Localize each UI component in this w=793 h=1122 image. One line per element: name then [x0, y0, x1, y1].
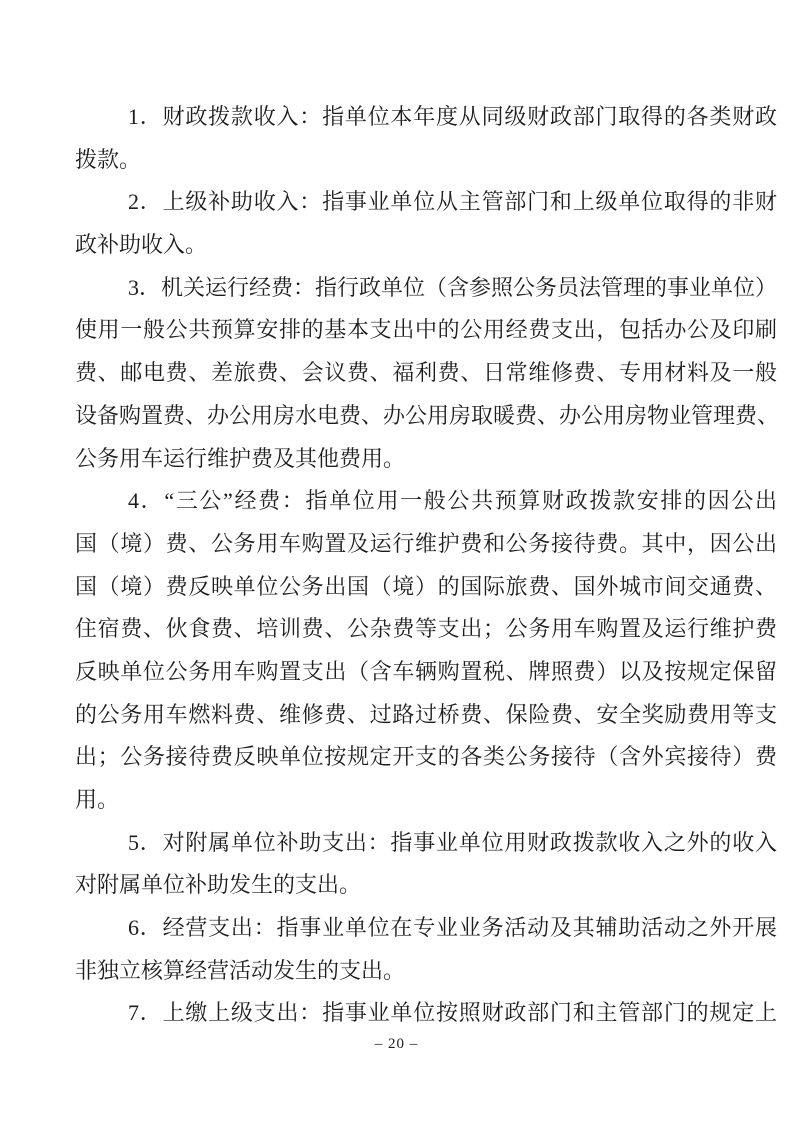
text-line: 6．经营支出：指事业单位在专业业务活动及其辅助活动之外开展: [128, 915, 777, 941]
text-line: 国（境）费反映单位公务出国（境）的国际旅费、国外城市间交通费、: [75, 573, 777, 599]
text-line: 3．机关运行经费：指行政单位（含参照公务员法管理的事业单位）: [128, 274, 778, 300]
text-line: 用。: [75, 787, 120, 812]
text-line: 反映单位公务用车购置支出（含车辆购置税、牌照费）以及按规定保留: [75, 658, 777, 684]
text-line: 7．上缴上级支出：指事业单位按照财政部门和主管部门的规定上: [128, 1000, 777, 1026]
text-line: 1．财政拨款收入：指单位本年度从同级财政部门取得的各类财政: [128, 104, 777, 129]
text-line: 国（境）费、公务用车购置及运行维护费和公务接待费。其中，因公出: [75, 530, 777, 556]
text-line: 的公务用车燃料费、维修费、过路过桥费、保险费、安全奖励费用等支: [75, 701, 777, 727]
page-number: – 20 –: [374, 1036, 419, 1052]
text-line: 对附属单位补助发生的支出。: [75, 872, 362, 898]
text-line: 出；公务接待费反映单位按规定开支的各类公务接待（含外宾接待）费: [75, 744, 777, 770]
text-line: 非独立核算经营活动发生的支出。: [75, 957, 406, 983]
text-line: 设备购置费、办公用房水电费、办公用房取暖费、办公用房物业管理费、: [75, 402, 780, 428]
text-line: 5．对附属单位补助支出：指事业单位用财政拨款收入之外的收入: [128, 829, 777, 855]
text-line: 住宿费、伙食费、培训费、公杂费等支出；公务用车购置及运行维护费: [75, 616, 777, 642]
text-line: 2．上级补助收入：指事业单位从主管部门和上级单位取得的非财: [128, 189, 777, 215]
text-line: 公务用车运行维护费及其他费用。: [75, 445, 406, 471]
text-line: 拨款。: [75, 146, 142, 172]
text-line: 4．“三公”经费：指单位用一般公共预算财政拨款安排的因公出: [128, 488, 777, 514]
text-line: 政补助收入。: [75, 232, 208, 258]
document-body: [75, 96, 780, 1035]
text-line: 费、邮电费、差旅费、会议费、福利费、日常维修费、专用材料及一般: [75, 360, 777, 386]
text-line: 使用一般公共预算安排的基本支出中的公用经费支出，包括办公及印刷: [75, 317, 777, 343]
